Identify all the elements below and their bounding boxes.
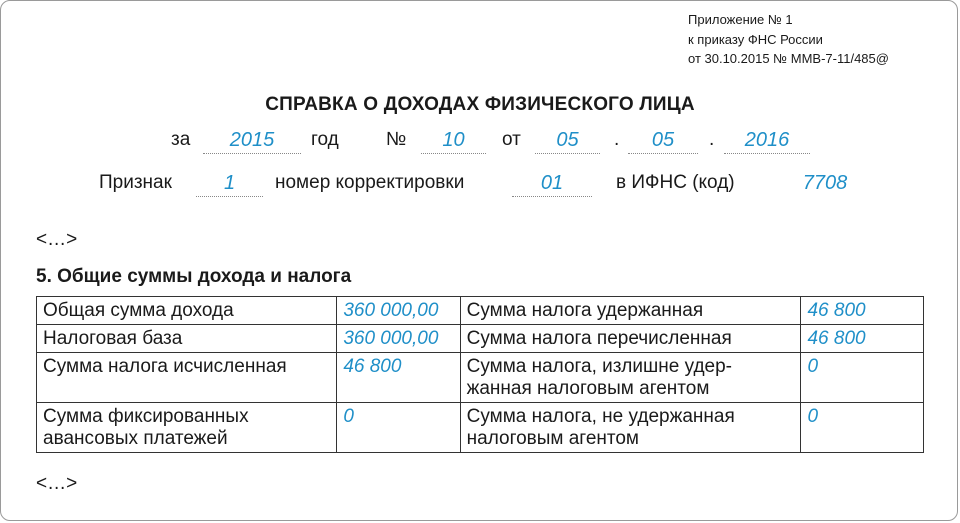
row-label: Общая сумма дохода xyxy=(37,297,337,325)
table-row xyxy=(37,353,924,403)
ifns-label: в ИФНС (код) xyxy=(616,172,735,193)
ifns-code-field[interactable]: 7708 xyxy=(802,172,848,194)
doc-year-field[interactable]: 2016 xyxy=(724,128,810,154)
date-dot-1: . xyxy=(614,129,620,150)
appendix-line-2: к приказу ФНС России xyxy=(688,31,823,47)
section-title: 5. Общие суммы дохода и налога xyxy=(36,266,352,287)
table-row xyxy=(37,297,924,325)
ellipsis-bottom: <…> xyxy=(36,473,78,494)
row-label: Сумма налога исчисленная xyxy=(37,353,337,403)
correction-label: номер корректировки xyxy=(275,172,465,193)
priznak-label: Признак xyxy=(99,172,172,193)
date-dot-2: . xyxy=(709,129,715,150)
day-field[interactable]: 05 xyxy=(535,128,600,154)
row-value: 46 800 xyxy=(801,297,924,325)
row-value: 0 xyxy=(801,353,924,403)
row-value: 46 800 xyxy=(337,353,460,403)
table-row xyxy=(37,403,924,453)
row-value: 0 xyxy=(801,403,924,453)
year-field[interactable]: 2015 xyxy=(203,128,301,154)
sums-table xyxy=(36,296,924,453)
document-title: СПРАВКА О ДОХОДАХ ФИЗИЧЕСКОГО ЛИЦА xyxy=(265,94,695,115)
appendix-note xyxy=(688,10,889,69)
month-field[interactable]: 05 xyxy=(628,128,698,154)
row-label: Сумма налога удержанная xyxy=(460,297,801,325)
ot-label: от xyxy=(502,129,521,150)
row-label: Сумма налога перечисленная xyxy=(460,325,801,353)
appendix-line-3: от 30.10.2015 № ММВ-7-11/485@ xyxy=(688,51,889,66)
priznak-field[interactable]: 1 xyxy=(196,171,263,197)
number-field[interactable]: 10 xyxy=(421,128,486,154)
god-label: год xyxy=(311,129,339,150)
za-label: за xyxy=(171,129,191,150)
row-label: Сумма налога, излишне удер- жанная налоговым агентом xyxy=(460,353,801,403)
row-value: 0 xyxy=(337,403,460,453)
correction-field[interactable]: 01 xyxy=(512,171,592,197)
table-row xyxy=(37,325,924,353)
row-label: Налоговая база xyxy=(37,325,337,353)
row-value: 360 000,00 xyxy=(337,297,460,325)
row-label: Сумма налога, не удержанная налоговым агентом xyxy=(460,403,801,453)
number-label: № xyxy=(386,129,407,150)
row-label: Сумма фиксированных авансовых платежей xyxy=(37,403,337,453)
row-value: 46 800 xyxy=(801,325,924,353)
appendix-line-1: Приложение № 1 xyxy=(688,12,793,27)
row-value: 360 000,00 xyxy=(337,325,460,353)
ellipsis-top: <…> xyxy=(36,229,78,250)
